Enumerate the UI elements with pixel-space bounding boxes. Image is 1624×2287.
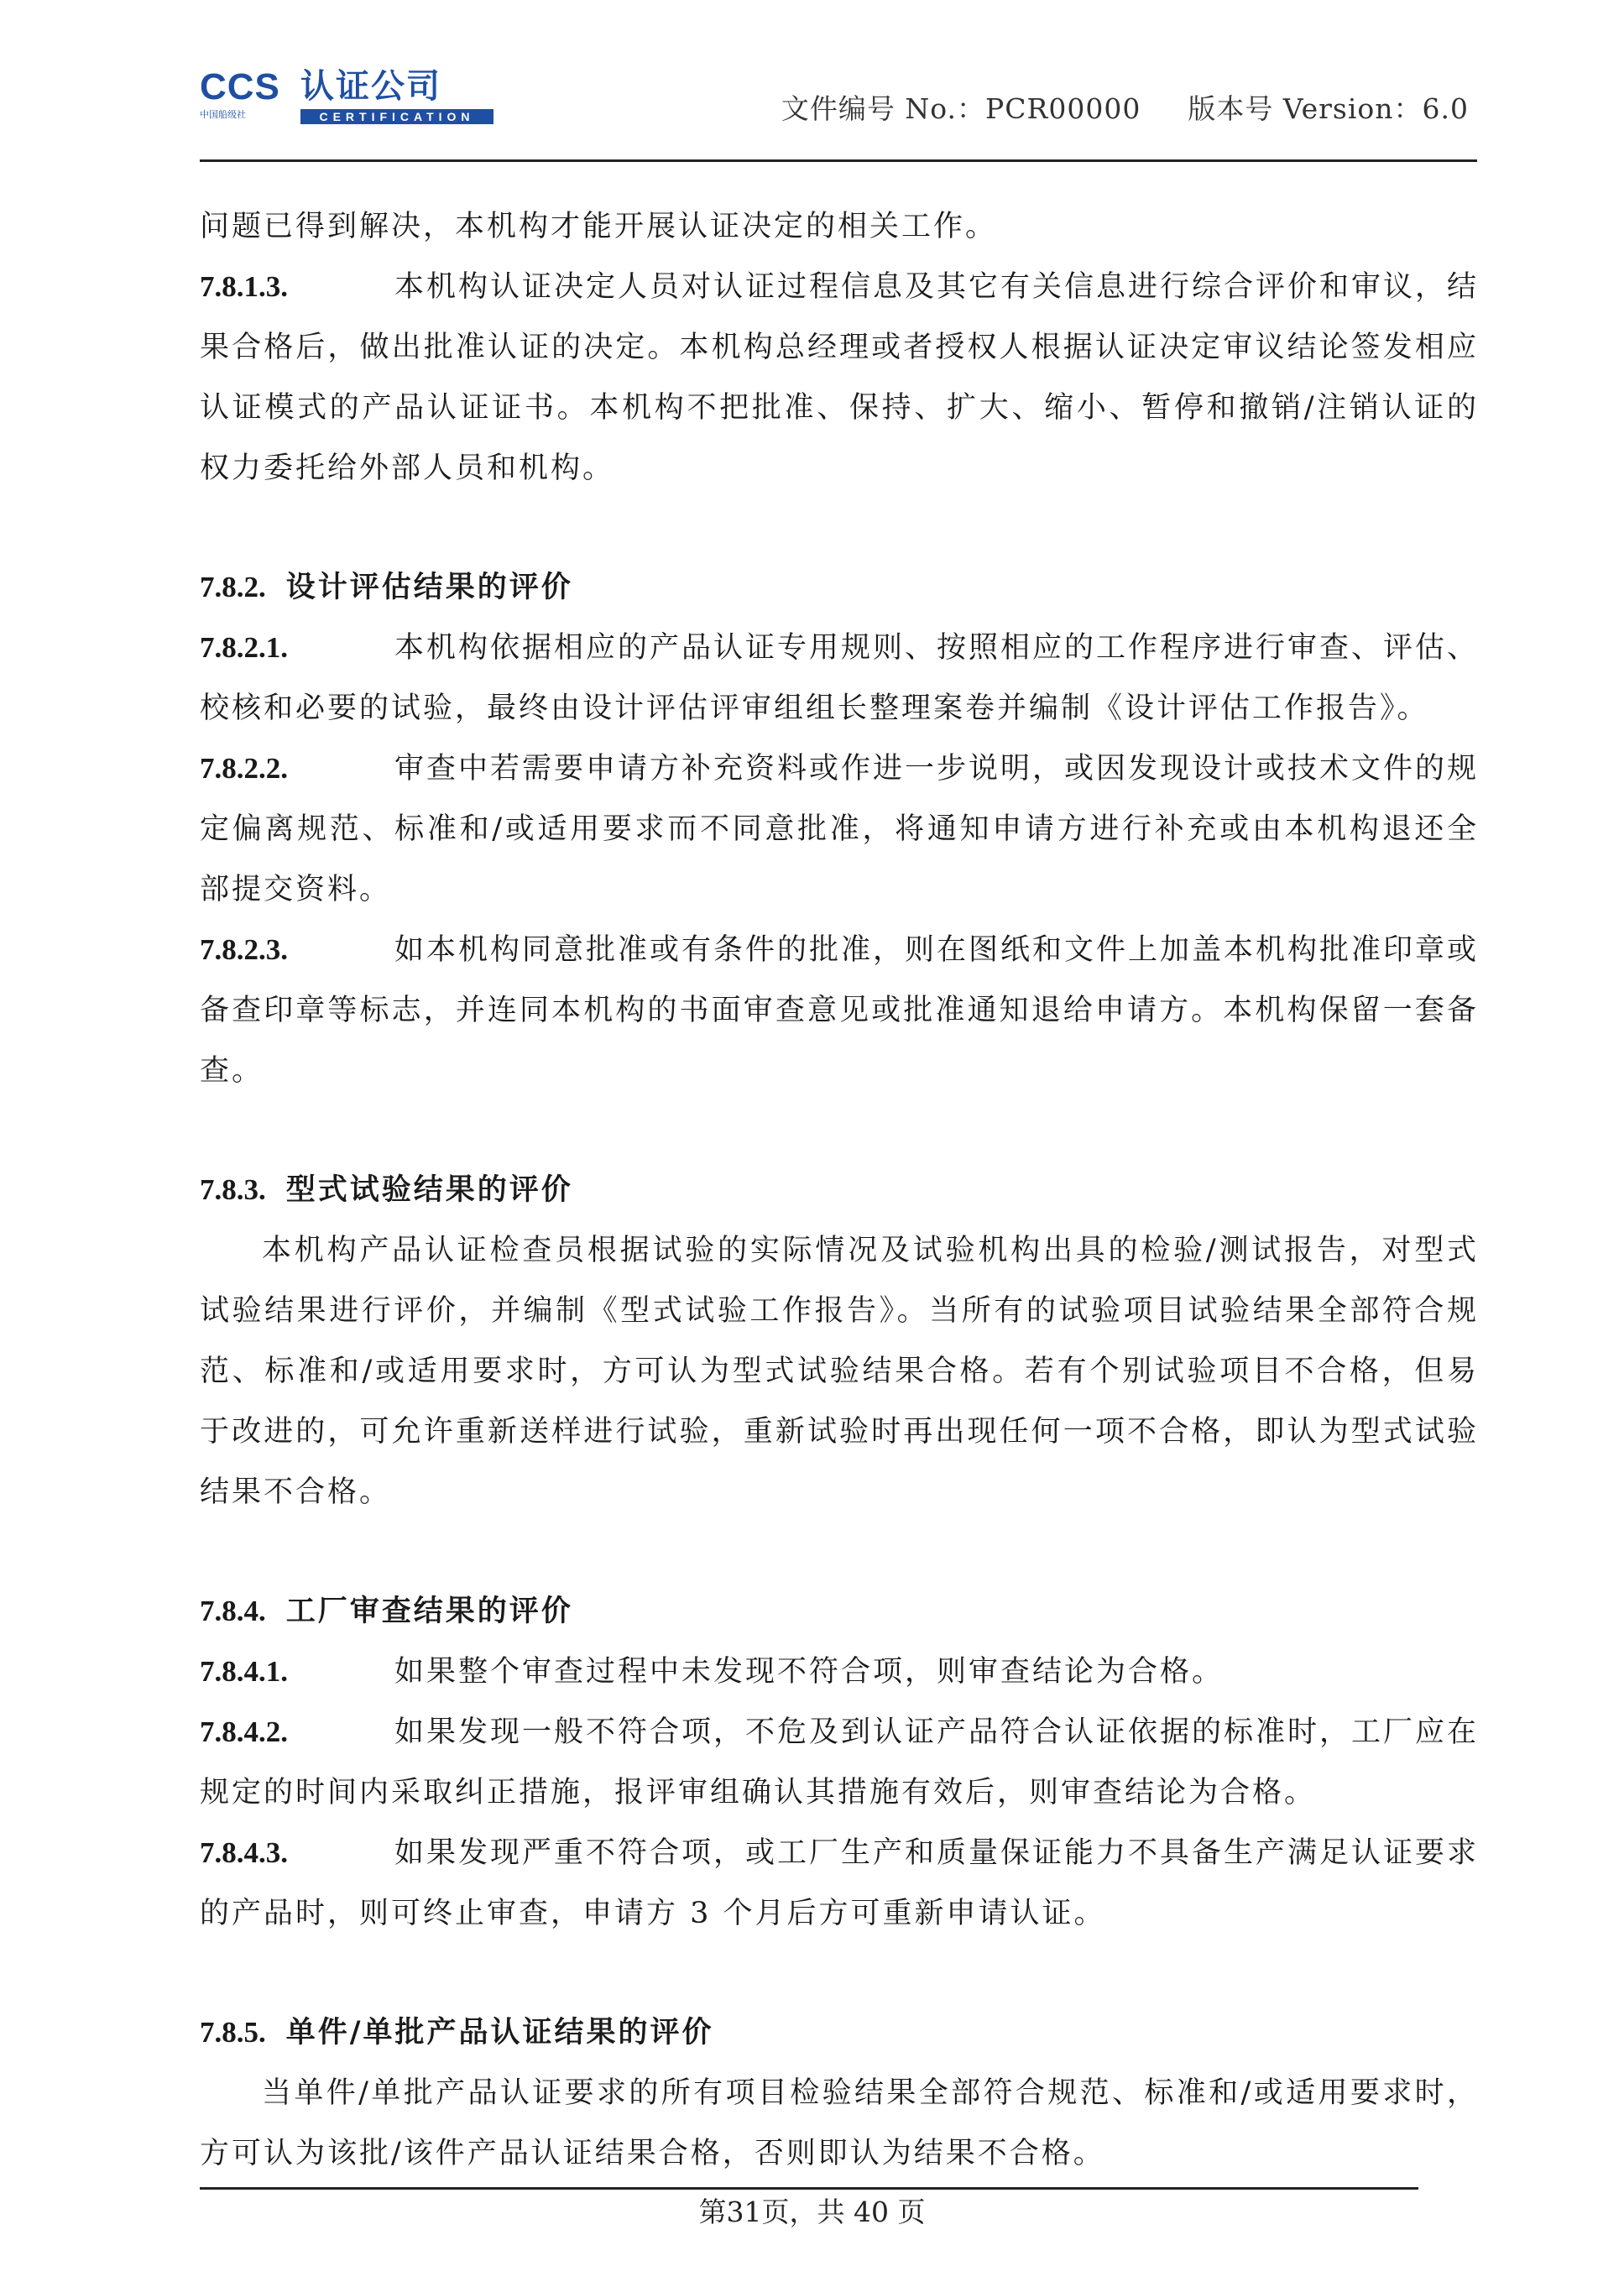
heading-number: 7.8.4.	[200, 1595, 266, 1627]
heading-text: 单件/单批产品认证结果的评价	[285, 2015, 714, 2049]
clause-text: 如果发现一般不符合项，不危及到认证产品符合认证依据的标准时，工厂应在规定的时间内采取纠正措施，报评审组确认其措施有效后，则审查结论为合格。	[200, 1715, 1480, 1809]
clause-number: 7.8.2.2.	[200, 752, 288, 785]
logo-sub-text: 中国船级社	[200, 109, 246, 120]
clause-number: 7.8.2.3.	[200, 933, 288, 966]
paragraph-7-8-3: 本机构产品认证检查员根据试验的实际情况及试验机构出具的检验/测试报告，对型式试验结果进行评价，并编制《型式试验工作报告》。当所有的试验项目试验结果全部符合规范、标准和/或适用要求时，方可认为型式试验结果合格。若有个别试验项目不合格，但易于改进的，可允许重新送样进行试验，重新试验时再出现任何一项不合格，即认为型式试验结果不合格。	[200, 1234, 1479, 1509]
heading-number: 7.8.5.	[200, 2016, 266, 2049]
heading-7-8-5	[200, 2002, 1479, 2063]
heading-7-8-2	[200, 557, 1479, 618]
logo-certification-bar: CERTIFICATION	[300, 109, 493, 124]
doc-version: 版本号 Version：6.0	[1188, 92, 1469, 125]
clause-7-8-2-3	[200, 920, 1479, 1101]
clause-text: 如本机构同意批准或有条件的批准，则在图纸和文件上加盖本机构批准印章或备查印章等标志，并连同本机构的书面审查意见或批准通知退给申请方。本机构保留一套备查。	[200, 933, 1480, 1088]
clause-7-8-2-2	[200, 739, 1479, 920]
clause-number: 7.8.4.1.	[200, 1655, 288, 1688]
clause-7-8-1-3	[200, 257, 1479, 499]
clause-text: 本机构认证决定人员对认证过程信息及其它有关信息进行综合评价和审议，结果合格后，做出批准认证的决定。本机构总经理或者授权人根据认证决定审议结论签发相应认证模式的产品认证证书。本机构不把批准、保持、扩大、缩小、暂停和撤销/注销认证的权力委托给外部人员和机构。	[200, 270, 1480, 485]
doc-number: 文件编号 No.：PCR00000	[781, 92, 1141, 125]
clause-number: 7.8.4.2.	[200, 1715, 288, 1748]
heading-text: 型式试验结果的评价	[285, 1172, 573, 1207]
paragraph-7-8-5: 当单件/单批产品认证要求的所有项目检验结果全部符合规范、标准和/或适用要求时，方可认为该批/该件产品认证结果合格，否则即认为结果不合格。	[200, 2076, 1479, 2170]
heading-7-8-4	[200, 1581, 1479, 1642]
heading-7-8-3	[200, 1160, 1479, 1220]
heading-number: 7.8.3.	[200, 1173, 266, 1206]
clause-text: 审查中若需要申请方补充资料或作进一步说明，或因发现设计或技术文件的规定偏离规范、标准和/或适用要求而不同意批准，将通知申请方进行补充或由本机构退还全部提交资料。	[200, 752, 1480, 906]
page-content	[200, 196, 1479, 2184]
logo-cn-text: 认证公司	[300, 67, 441, 106]
heading-text: 工厂审查结果的评价	[285, 1594, 573, 1628]
clause-number: 7.8.4.3.	[200, 1836, 288, 1869]
clause-text: 如果发现严重不符合项，或工厂生产和质量保证能力不具备生产满足认证要求的产品时，则可终止审查，申请方 3 个月后方可重新申请认证。	[200, 1836, 1480, 1930]
clause-number: 7.8.1.3.	[200, 270, 288, 303]
logo-ccs-text: CCS	[200, 66, 280, 107]
clause-7-8-2-1	[200, 618, 1479, 739]
clause-text: 本机构依据相应的产品认证专用规则、按照相应的工作程序进行审查、评估、校核和必要的试验，最终由设计评估评审组组长整理案卷并编制《设计评估工作报告》。	[200, 631, 1480, 725]
ccs-certification-logo	[200, 65, 502, 133]
paragraph-continued: 问题已得到解决，本机构才能开展认证决定的相关工作。	[200, 210, 998, 243]
heading-text: 设计评估结果的评价	[285, 570, 573, 604]
document-info	[781, 91, 1469, 128]
page-header	[200, 65, 1477, 158]
heading-number: 7.8.2.	[200, 571, 266, 603]
page-number: 第31页，共 40 页	[698, 2196, 926, 2228]
footer-divider	[200, 2187, 1418, 2190]
clause-text: 如果整个审查过程中未发现不符合项，则审查结论为合格。	[394, 1655, 1225, 1689]
clause-7-8-4-2	[200, 1702, 1479, 1823]
clause-number: 7.8.2.1.	[200, 631, 288, 664]
clause-7-8-4-3	[200, 1823, 1479, 1944]
clause-7-8-4-1	[200, 1642, 1479, 1702]
header-divider	[200, 159, 1477, 162]
